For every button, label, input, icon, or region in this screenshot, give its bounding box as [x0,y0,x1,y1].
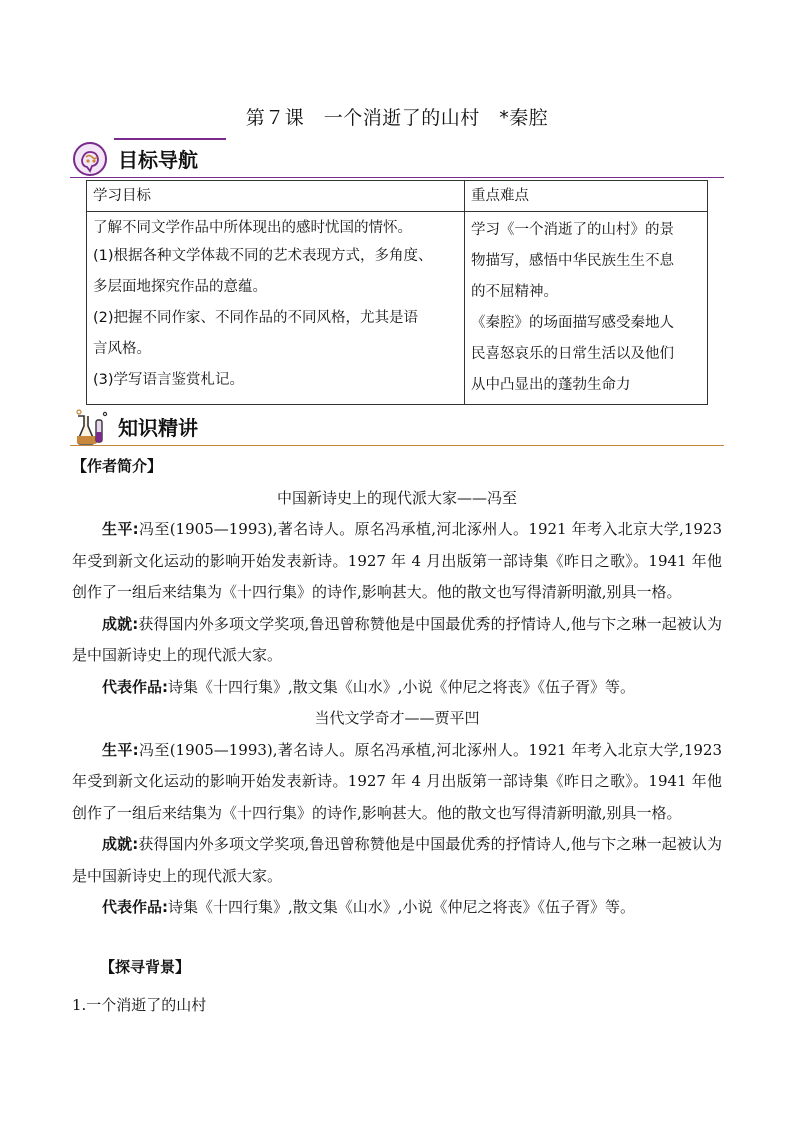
knowledge-header [70,406,724,446]
author-achievement: 成就:获得国内外多项文学奖项,鲁迅曾称赞他是中国最优秀的抒情诗人,他与卞之琳一起被认为是中国新诗史上的现代派大家。 [72,614,722,664]
author-intro [72,451,722,924]
background-tag: 【探寻背景】 [100,958,191,976]
learning-goal-line: (1)根据各种文学体裁不同的艺术表现方式，多角度、 [93,248,433,264]
author-works: 代表作品:诗集《十四行集》,散文集《山水》,小说《仲尼之将丧》《伍子胥》等。 [102,898,636,916]
author-works: 代表作品:诗集《十四行集》,散文集《山水》,小说《仲尼之将丧》《伍子胥》等。 [102,677,636,696]
brain-icon [70,140,110,178]
learning-goals-cell [87,212,465,405]
flask-icon [70,408,110,446]
learning-goal-line: 多层面地探究作品的意蕴。 [93,279,267,295]
key-point-line: 《秦腔》的场面描写感受秦地人 [471,315,674,331]
author-life: 生平:冯至(1905—1993),著名诗人。原名冯承植,河北涿州人。1921 年考入北京大学,1923 年受到新文化运动的影响开始发表新诗。1927 年 4 月出版第一部诗集《昨日之歌》。1941 年他创作了一组后来结集为《十四行集》的诗作,影响甚大。他的散文也写得清新明澈,别具一格。 [72,740,722,822]
learning-goal-line: (2)把握不同作家、不同作品的不同风格，尤其是语 [93,310,419,326]
learning-goal-line: 言风格。 [93,341,151,357]
learning-goal-line: 了解不同文学作品中所体现出的感时忧国的情怀。 [93,220,412,236]
goals-header-learning: 学习目标 [87,181,465,212]
learning-goal-line: (3)学写语言鉴赏札记。 [93,372,245,388]
goals-header-key-points: 重点难点 [465,181,708,212]
key-point-line: 民喜怒哀乐的日常生活以及他们 [471,346,674,362]
key-point-line: 的不屈精神。 [471,284,558,300]
background-section [72,952,722,1021]
author-life: 生平:冯至(1905—1993),著名诗人。原名冯承植,河北涿州人。1921 年考入北京大学,1923 年受到新文化运动的影响开始发表新诗。1927 年 4 月出版第一部诗集《昨日之歌》。1941 年他创作了一组后来结集为《十四行集》的诗作,影响甚大。他的散文也写得清新明澈,别具一格。 [72,520,722,601]
key-points-cell [465,212,708,405]
knowledge-title: 知识精讲 [118,416,198,440]
author-intro-tag: 【作者简介】 [72,457,163,475]
goals-table [86,180,708,405]
goal-navigation-header [70,138,724,178]
author-achievement: 成就:获得国内外多项文学奖项,鲁迅曾称赞他是中国最优秀的抒情诗人,他与卞之琳一起被认为是中国新诗史上的现代派大家。 [72,835,722,885]
author-heading: 当代文学奇才——贾平凹 [314,709,480,727]
page-title: 第７课 一个消逝了的山村 *秦腔 [245,107,549,129]
key-point-line: 物描写，感悟中华民族生生不息 [471,253,674,269]
author-heading: 中国新诗史上的现代派大家——冯至 [276,488,517,507]
background-item: 1.一个消逝了的山村 [72,995,207,1014]
key-point-line: 从中凸显出的蓬勃生命力 [471,377,631,393]
goal-navigation-title: 目标导航 [118,148,198,172]
key-point-line: 学习《一个消逝了的山村》的景 [471,222,674,238]
